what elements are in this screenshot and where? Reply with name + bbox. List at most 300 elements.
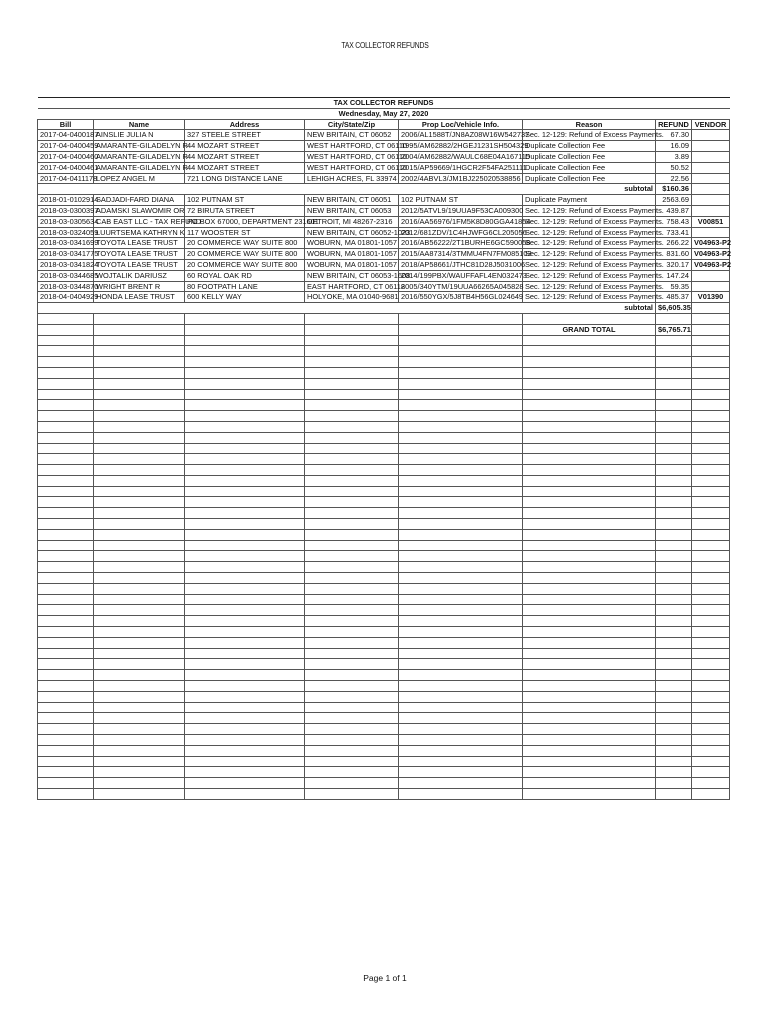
empty-cell [399,681,523,692]
empty-cell [94,648,185,659]
empty-cell [38,789,94,800]
empty-cell [656,713,692,724]
empty-cell [523,724,656,735]
empty-row [38,551,730,562]
empty-cell [523,519,656,530]
empty-cell [185,529,305,540]
cell-prop: 2002/4ABVL3/JM1BJ225020538856 [399,173,523,184]
empty-cell [94,691,185,702]
empty-row [38,594,730,605]
empty-cell [399,594,523,605]
empty-cell [399,497,523,508]
empty-cell [399,789,523,800]
table-row [38,130,730,141]
empty-cell [305,475,399,486]
cell-name: AMARANTE-GILADELYN R [94,162,185,173]
cell-address: 721 LONG DISTANCE LANE [185,173,305,184]
empty-cell [185,670,305,681]
empty-cell [523,335,656,346]
empty-row [38,389,730,400]
empty-cell [305,659,399,670]
cell-bill: 2017-04-0400459 [38,141,94,152]
page-footer: Page 1 of 1 [363,973,407,983]
cell-vendor: V01390 [692,292,730,303]
empty-cell [523,551,656,562]
empty-cell [656,562,692,573]
empty-cell [38,411,94,422]
cell-reason: Duplicate Collection Fee [523,151,656,162]
empty-row [38,529,730,540]
cell-refund: 50.52 [656,162,692,173]
subtotal-row [38,184,730,195]
empty-cell [692,486,730,497]
cell-address: 327 STEELE STREET [185,130,305,141]
empty-cell [38,778,94,789]
empty-cell [38,616,94,627]
empty-cell [94,519,185,530]
empty-cell [692,378,730,389]
empty-cell [185,508,305,519]
empty-cell [399,637,523,648]
empty-cell [185,367,305,378]
cell-vendor [692,162,730,173]
table-row [38,281,730,292]
cell-reason: Sec. 12-129: Refund of Excess Payments. [523,281,656,292]
empty-cell [656,745,692,756]
empty-cell [656,594,692,605]
empty-cell [38,767,94,778]
empty-cell [399,540,523,551]
empty-cell [185,778,305,789]
empty-cell [38,681,94,692]
empty-cell [692,573,730,584]
cell-prop: 2018/AP58661/JTHC81D28J5031006 [399,259,523,270]
empty-cell [692,691,730,702]
empty-row [38,616,730,627]
cell-reason: Sec. 12-129: Refund of Excess Payments. [523,130,656,141]
empty-cell [94,605,185,616]
cell-vendor [692,205,730,216]
empty-cell [305,724,399,735]
empty-row [38,756,730,767]
empty-cell [185,756,305,767]
cell-bill: 2017-04-0400187 [38,130,94,141]
empty-cell [523,378,656,389]
empty-cell [656,378,692,389]
cell-vendor [692,270,730,281]
cell-name: CAB EAST LLC - TAX REFUND [94,216,185,227]
empty-cell [38,713,94,724]
empty-cell [185,497,305,508]
table-row [38,270,730,281]
cell-prop: 2015/AP59669/1HGCR2F54FA251111 [399,162,523,173]
empty-cell [185,432,305,443]
empty-cell [692,778,730,789]
empty-cell [305,389,399,400]
empty-cell [692,335,730,346]
empty-cell [94,497,185,508]
empty-cell [656,648,692,659]
empty-cell [185,454,305,465]
cell-address: 44 MOZART STREET [185,141,305,152]
cell-prop: 1995/AM62882/2HGEJ1231SH504329 [399,141,523,152]
empty-cell [523,454,656,465]
empty-cell [185,400,305,411]
empty-cell [399,357,523,368]
empty-cell [523,605,656,616]
cell-refund: 22.56 [656,173,692,184]
cell-address: 102 PUTNAM ST [185,195,305,206]
empty-cell [523,475,656,486]
empty-cell [305,432,399,443]
empty-cell [305,443,399,454]
cell-bill: 2018-03-0344685 [38,270,94,281]
empty-cell [692,540,730,551]
empty-cell [94,475,185,486]
empty-cell [692,400,730,411]
cell-bill: 2018-03-0324059 [38,227,94,238]
cell-name: TOYOTA LEASE TRUST [94,259,185,270]
cell-bill: 2018-03-0344870 [38,281,94,292]
empty-cell [185,313,305,324]
empty-cell [523,745,656,756]
empty-cell [399,454,523,465]
empty-row [38,519,730,530]
empty-cell [399,767,523,778]
cell-reason: Sec. 12-129: Refund of Excess Payments. [523,249,656,260]
empty-cell [399,735,523,746]
empty-row [38,367,730,378]
empty-cell [692,357,730,368]
empty-cell [399,627,523,638]
empty-cell [94,573,185,584]
empty-cell [94,367,185,378]
empty-cell [523,767,656,778]
cell-reason: Duplicate Collection Fee [523,141,656,152]
empty-cell [656,400,692,411]
table-row [38,173,730,184]
empty-cell [94,508,185,519]
empty-cell [692,724,730,735]
cell-reason: Duplicate Collection Fee [523,162,656,173]
empty-cell [692,745,730,756]
empty-cell [94,637,185,648]
empty-cell [305,789,399,800]
empty-row [38,540,730,551]
empty-cell [94,486,185,497]
cell-city: NEW BRITAIN, CT 06052-1023 [305,227,399,238]
empty-cell [523,659,656,670]
empty-row [38,637,730,648]
empty-cell [656,605,692,616]
empty-cell [305,486,399,497]
cell-refund: 3.89 [656,151,692,162]
empty-cell [399,335,523,346]
empty-cell [94,756,185,767]
empty-cell [185,357,305,368]
cell-vendor [692,227,730,238]
empty-cell [523,400,656,411]
empty-cell [523,562,656,573]
column-header: REFUND [656,119,692,130]
cell-vendor [692,195,730,206]
cell-bill: 2018-03-0341699 [38,238,94,249]
empty-cell [305,562,399,573]
empty-cell [305,594,399,605]
empty-cell [523,789,656,800]
empty-cell [38,400,94,411]
empty-cell [656,551,692,562]
cell-bill: 2017-04-0400460 [38,151,94,162]
empty-cell [38,540,94,551]
empty-cell [656,421,692,432]
empty-cell [38,475,94,486]
empty-cell [305,778,399,789]
empty-cell [305,454,399,465]
empty-cell [305,735,399,746]
cell-address: 20 COMMERCE WAY SUITE 800 [185,259,305,270]
empty-cell [656,519,692,530]
empty-cell [692,313,730,324]
empty-cell [692,789,730,800]
empty-cell [656,637,692,648]
empty-cell [399,702,523,713]
empty-row [38,400,730,411]
empty-cell [523,486,656,497]
empty-cell [692,454,730,465]
empty-row [38,648,730,659]
empty-cell [523,594,656,605]
empty-cell [38,432,94,443]
empty-cell [38,508,94,519]
empty-row [38,724,730,735]
empty-cell [38,594,94,605]
empty-cell [399,443,523,454]
empty-cell [305,702,399,713]
empty-cell [656,465,692,476]
empty-cell [185,713,305,724]
empty-cell [305,756,399,767]
empty-cell [399,616,523,627]
empty-cell [94,670,185,681]
empty-cell [523,670,656,681]
empty-cell [38,443,94,454]
cell-city: LEHIGH ACRES, FL 33974 [305,173,399,184]
empty-cell [305,367,399,378]
empty-cell [38,529,94,540]
empty-cell [38,324,94,335]
empty-cell [305,648,399,659]
cell-address: 60 ROYAL OAK RD [185,270,305,281]
empty-cell [399,724,523,735]
cell-refund: 59.35 [656,281,692,292]
grand-total-row [38,324,730,335]
empty-cell [305,767,399,778]
cell-city: WOBURN, MA 01801-1057 [305,259,399,270]
empty-cell [656,627,692,638]
cell-name: TOYOTA LEASE TRUST [94,238,185,249]
empty-cell [94,562,185,573]
cell-bill: 2018-03-0341775 [38,249,94,260]
empty-cell [523,313,656,324]
empty-cell [399,421,523,432]
empty-row [38,681,730,692]
subtotal-label: subtotal [38,303,656,314]
empty-cell [38,691,94,702]
empty-cell [523,616,656,627]
cell-bill: 2018-04-0404929 [38,292,94,303]
empty-cell [399,378,523,389]
empty-cell [692,659,730,670]
empty-cell [185,605,305,616]
empty-cell [38,465,94,476]
empty-row [38,778,730,789]
cell-address: 117 WOOSTER ST [185,227,305,238]
empty-cell [94,627,185,638]
empty-cell [523,443,656,454]
column-header: VENDOR [692,119,730,130]
empty-cell [656,497,692,508]
empty-cell [656,724,692,735]
empty-cell [692,529,730,540]
column-header: City/State/Zip [305,119,399,130]
empty-cell [305,691,399,702]
empty-row [38,313,730,324]
empty-cell [692,475,730,486]
empty-cell [523,508,656,519]
cell-vendor [692,130,730,141]
table-row [38,292,730,303]
cell-refund: 485.37 [656,292,692,303]
cell-bill: 2018-03-0305634 [38,216,94,227]
empty-row [38,465,730,476]
cell-prop: 2005/340YTM/19UUA66265A045828 [399,281,523,292]
empty-cell [94,346,185,357]
empty-cell [94,335,185,346]
empty-cell [692,583,730,594]
empty-cell [656,681,692,692]
cell-address: 600 KELLY WAY [185,292,305,303]
empty-cell [94,432,185,443]
empty-cell [523,648,656,659]
empty-cell [399,745,523,756]
empty-cell [523,681,656,692]
empty-cell [656,454,692,465]
empty-cell [38,497,94,508]
empty-cell [94,465,185,476]
cell-city: NEW BRITAIN, CT 06051 [305,195,399,206]
cell-refund: 439.87 [656,205,692,216]
empty-cell [94,443,185,454]
cell-prop: 2012/681ZDV/1C4HJWFG6CL205056 [399,227,523,238]
empty-cell [399,346,523,357]
empty-cell [399,411,523,422]
empty-row [38,346,730,357]
empty-cell [692,519,730,530]
empty-cell [399,465,523,476]
empty-cell [38,486,94,497]
empty-cell [305,497,399,508]
empty-cell [523,540,656,551]
subtotal-value: $160.36 [656,184,692,195]
cell-city: WEST HARTFORD, CT 06110 [305,151,399,162]
empty-cell [399,389,523,400]
empty-cell [399,778,523,789]
empty-cell [656,540,692,551]
empty-cell [185,335,305,346]
empty-cell [185,648,305,659]
empty-cell [94,659,185,670]
empty-cell [523,389,656,400]
empty-cell [305,508,399,519]
cell-city: DETROIT, MI 48267-2316 [305,216,399,227]
empty-cell [656,357,692,368]
empty-cell [38,702,94,713]
empty-cell [38,659,94,670]
empty-cell [692,346,730,357]
empty-row [38,411,730,422]
empty-row [38,432,730,443]
empty-cell [38,367,94,378]
cell-address: 80 FOOTPATH LANE [185,281,305,292]
empty-cell [656,702,692,713]
empty-cell [523,735,656,746]
empty-row [38,486,730,497]
empty-cell [38,745,94,756]
cell-address: 20 COMMERCE WAY SUITE 800 [185,249,305,260]
cell-city: EAST HARTFORD, CT 06118 [305,281,399,292]
empty-cell [399,756,523,767]
empty-cell [94,378,185,389]
cell-bill: 2017-04-0400461 [38,162,94,173]
empty-cell [185,324,305,335]
grand-total-value: $6,765.71 [656,324,692,335]
cell-reason: Sec. 12-129: Refund of Excess Payments. [523,270,656,281]
table-row [38,162,730,173]
cell-city: NEW BRITAIN, CT 06053-1608 [305,270,399,281]
cell-reason: Sec. 12-129: Refund of Excess Payments. [523,238,656,249]
empty-cell [656,367,692,378]
cell-address: 72 BIRUTA STREET [185,205,305,216]
cell-vendor [692,173,730,184]
empty-cell [94,713,185,724]
empty-cell [399,324,523,335]
empty-cell [656,670,692,681]
empty-cell [656,691,692,702]
empty-cell [305,378,399,389]
empty-cell [399,713,523,724]
cell-refund: 266.22 [656,238,692,249]
empty-cell [94,594,185,605]
empty-cell [523,637,656,648]
cell-name: SADJADI-FARD DIANA [94,195,185,206]
cell-bill: 2018-01-0102914 [38,195,94,206]
empty-cell [399,400,523,411]
empty-cell [305,681,399,692]
empty-cell [185,735,305,746]
empty-cell [305,637,399,648]
empty-cell [185,475,305,486]
empty-cell [692,508,730,519]
empty-cell [185,616,305,627]
empty-cell [523,573,656,584]
table-row [38,238,730,249]
empty-cell [523,691,656,702]
empty-cell [94,421,185,432]
cell-refund: 733.41 [656,227,692,238]
empty-cell [692,756,730,767]
empty-cell [305,357,399,368]
